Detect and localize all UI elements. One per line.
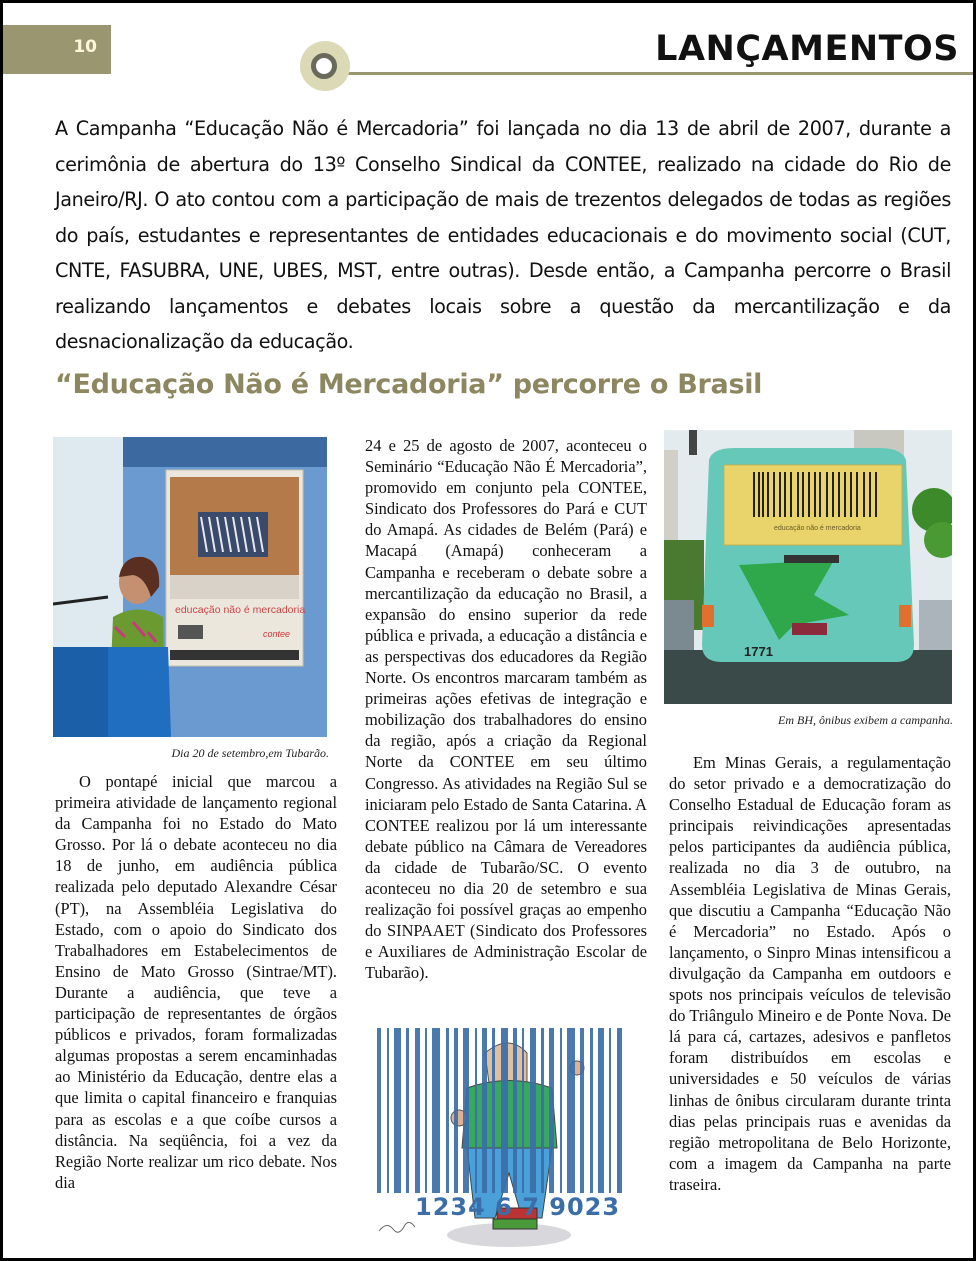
intro-paragraph: A Campanha “Educação Não é Mercadoria” foi lançada no dia 13 de abril de 2007, durante a cerimônia de abertura do 13º Conselho Sindical da CONTEE, realizado na cidade do Rio de Janeiro/RJ. O ato contou com a participação de mais de trezentos delegados de todas as regiões do país, estudantes e representantes de entidades educacionais e do movimento social (CUT, CNTE, FASUBRA, UNE, UBES, MST, entre outras). Desde então, a Campanha percorre o Brasil realizando lançamentos e debates locais sobre a questão da mercantilização e da desnacionalização da educação. <box>55 117 951 353</box>
poster-text: educação não é mercadoria <box>175 604 306 616</box>
bus-number: 1771 <box>744 644 773 659</box>
speaker-photo-illustration <box>53 437 327 737</box>
barcode-bar <box>425 1028 427 1193</box>
barcode-bar <box>432 1028 440 1193</box>
barcode-bar <box>580 1028 584 1193</box>
page-number: 10 <box>73 37 97 57</box>
magazine-page <box>3 3 973 1258</box>
bus-ad-text: educação não é mercadoria <box>774 525 861 532</box>
barcode-bar <box>530 1028 536 1193</box>
barcode-bar <box>513 1028 517 1193</box>
barcode-bar <box>454 1028 458 1193</box>
bus-photo <box>664 430 952 704</box>
middle-column-text: 24 e 25 de agosto de 2007, aconteceu o Seminário “Educação Não É Mercadoria”, promovido em conjunto pela CONTEE, Sindicato dos Professores do Pará e CUT do Amapá. As cidades de Belém (Pará) e Macapá (Amapá) conheceram a Campanha e receberam o debate sobre a mercantilização da educação no Brasil, a expansão do ensino superior da rede pública e privada, a educação a distância e as perspectivas dos educadores da Região Norte. Os encontros marcaram também as primeiras ações efetivas de integração e mobilização dos trabalhadores do ensino da região, após a criação da Regional Norte da CONTEE em seu último Congresso. As atividades na Região Sul se iniciaram pelo Estado de Santa Catarina. A CONTEE realizou por lá um interessante debate público na Câmara de Vereadores da cidade de Tubarão/SC. O evento aconteceu no dia 20 de setembro e sua realização foi possível graças ao empenho do SINPAAET (Sindicato dos Professores e Auxiliares de Administração Escolar de Tubarão). <box>365 436 647 983</box>
barcode-bar <box>446 1028 449 1193</box>
barcode-bar <box>522 1028 524 1193</box>
article-column-middle <box>365 435 647 983</box>
bus-photo-caption: Em BH, ônibus exibem a campanha. <box>778 713 953 727</box>
barcode-bar <box>415 1028 420 1193</box>
barcode-digits: 1234 6 7 9023 <box>415 1193 621 1221</box>
barcode-prison-illustration <box>367 1023 651 1251</box>
speaker-photo-caption: Dia 20 de setembro,em Tubarão. <box>171 746 329 760</box>
barcode-bar <box>590 1028 593 1193</box>
speaker-photo <box>53 437 327 737</box>
barcode-bar <box>394 1028 401 1193</box>
barcode-bar <box>541 1028 544 1193</box>
barcode-bar <box>463 1028 469 1193</box>
barcode-bar <box>406 1028 409 1193</box>
barcode-bar <box>560 1028 562 1193</box>
barcode-bar <box>609 1028 611 1193</box>
article-column-right <box>669 752 951 1195</box>
barcode-bar <box>501 1028 508 1193</box>
poster-logo: contee <box>263 629 291 639</box>
barcode-bar <box>549 1028 554 1193</box>
bus-photo-illustration <box>664 430 952 704</box>
barcode-bar <box>377 1028 381 1193</box>
barcode-illustration <box>367 1023 651 1251</box>
barcode-bar <box>617 1028 622 1193</box>
article-column-left <box>55 771 337 1193</box>
right-column-text: Em Minas Gerais, a regulamentação do setor privado e a democratização do Conselho Estadual de Educação foram as principais reivindicações apresentadas pelos participantes da audiência pública, realizada no dia 3 de outubro, na Assembléia Legislativa de Minas Gerais, que discutiu a Campanha “Educação Não é Mercadoria” no Estado. Após o lançamento, o Sinpro Minas intensificou a divulgação da Campanha em outdoors e spots nos principais veículos de televisão do Triângulo Mineiro e de Ponte Nova. De lá para cá, cartazes, adesivos e panfletos foram distribuídos em escolas e universidades e 50 veículos de várias linhas de ônibus circularam durante trinta dias pelas principais ruas e avenidas da região metropolitana de Belo Horizonte, com a imagem da Campanha na parte traseira. <box>669 753 951 1194</box>
left-column-text: O pontapé inicial que marcou a primeira atividade de lançamento regional da Campanha foi no Estado do Mato Grosso. Por lá o debate aconteceu no dia 18 de junho, em audiência pública realizada pelo deputado Alexandre César (PT), na Assembléia Legislativa do Estado, com o apoio do Sindicato dos Trabalhadores em Estabelecimentos de Ensino de Mato Grosso (Sintrae/MT). Durante a audiência, que teve a participação de representantes de órgãos públicos e privados, foram formalizadas algumas propostas a serem encaminhadas ao Ministério da Educação, dentre elas a que limita o capital financeiro e franquias para as escolas e a que coíbe cursos a distância. Na seqüência, foi a vez da Região Norte realizar um rico debate. Nos dia <box>55 772 337 1192</box>
barcode-bar <box>598 1028 604 1193</box>
page-number-block <box>3 25 111 74</box>
circle-ornament-icon <box>300 41 350 91</box>
barcode-bar <box>482 1028 487 1193</box>
circle-ring <box>311 53 337 79</box>
article-headline: “Educação Não é Mercadoria” percorre o Brasil <box>55 369 763 400</box>
barcode-bar <box>492 1028 495 1193</box>
barcode-bar <box>387 1028 389 1193</box>
header-rule <box>348 72 973 75</box>
barcode-bar <box>567 1028 575 1193</box>
section-title: LANÇAMENTOS <box>655 29 959 69</box>
barcode-bar <box>475 1028 477 1193</box>
